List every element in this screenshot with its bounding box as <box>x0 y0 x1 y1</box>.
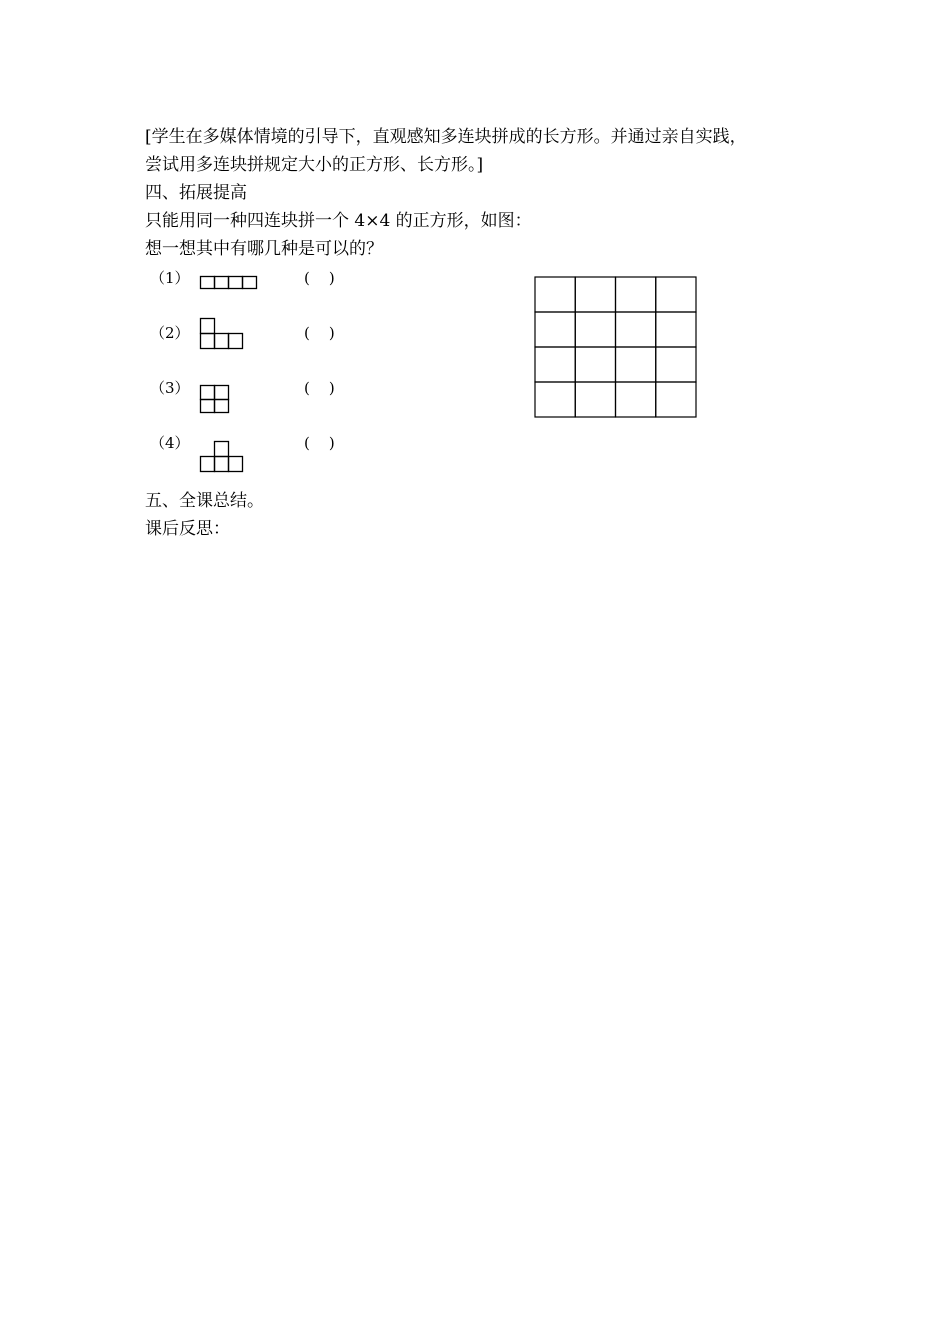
section-4-heading: 四、拓展提高 <box>145 183 247 203</box>
paragraph-line-2: 尝试用多连块拼规定大小的正方形、长方形。] <box>145 155 484 175</box>
grid-cell <box>575 277 615 312</box>
grid-cell <box>535 347 575 382</box>
option-4-answer-blank: ( ) <box>304 434 335 452</box>
grid-cell <box>656 382 696 417</box>
option-2-answer-blank: ( ) <box>304 324 335 342</box>
reflection-label: 课后反思： <box>145 519 230 539</box>
question-text: 想一想其中有哪几种是可以的？ <box>145 239 383 259</box>
option-3-answer-blank: ( ) <box>304 379 335 397</box>
grid-cell <box>535 382 575 417</box>
t-tetromino-figure <box>200 441 246 473</box>
paragraph-line-1: [学生在多媒体情境的引导下，直观感知多连块拼成的长方形。并通过亲自实践， <box>145 127 747 147</box>
section-5-heading: 五、全课总结。 <box>145 491 264 511</box>
grid-cell <box>575 347 615 382</box>
option-1-label: （1） <box>150 269 190 287</box>
task-description: 只能用同一种四连块拼一个 4×4 的正方形，如图： <box>145 211 532 231</box>
grid-cell <box>616 382 656 417</box>
option-4-label: （4） <box>150 434 190 452</box>
grid-cell <box>616 312 656 347</box>
option-1-answer-blank: ( ) <box>304 269 335 287</box>
grid-cell <box>656 312 696 347</box>
4x4-grid-figure <box>534 276 698 418</box>
grid-cell <box>656 277 696 312</box>
grid-cell <box>535 277 575 312</box>
grid-cell <box>575 382 615 417</box>
grid-cell <box>575 312 615 347</box>
option-3-label: （3） <box>150 379 190 397</box>
option-2-label: （2） <box>150 324 190 342</box>
o-tetromino-figure <box>200 385 232 415</box>
i-tetromino-figure <box>200 276 258 290</box>
l-tetromino-figure <box>200 318 246 350</box>
grid-cell <box>535 312 575 347</box>
grid-cell <box>616 347 656 382</box>
grid-cell <box>656 347 696 382</box>
grid-cell <box>616 277 656 312</box>
